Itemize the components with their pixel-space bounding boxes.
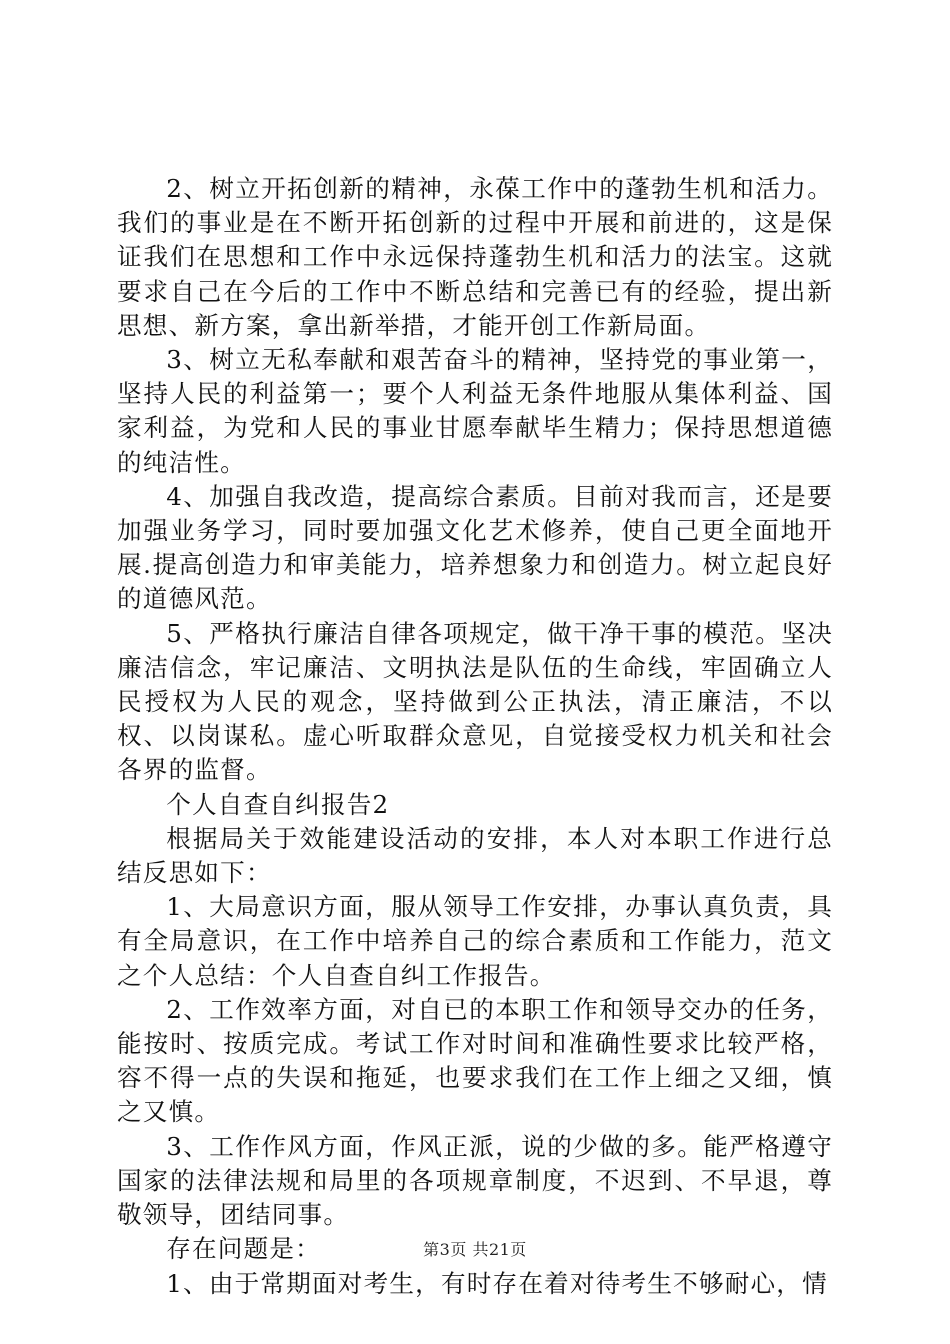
paragraph-self-improvement: 4、加强自我改造，提高综合素质。目前对我而言，还是要加强业务学习，同时要加强文化艺术修养，使自己更全面地开展.提高创造力和审美能力，培养想象力和创造力。树立起良好的道德风范。 — [117, 481, 833, 614]
document-body — [117, 172, 833, 1301]
paragraph-big-picture-awareness: 1、大局意识方面，服从领导工作安排，办事认真负责，具有全局意识，在工作中培养自己的综合素质和工作能力，范文之个人总结：个人自查自纠工作报告。 — [117, 892, 833, 990]
paragraph-problems-heading: 存在问题是： — [166, 1234, 321, 1264]
paragraph-selfless-dedication: 3、树立无私奉献和艰苦奋斗的精神，坚持党的事业第一，坚持人民的利益第一；要个人利益无条件地服从集体利益、国家利益，为党和人民的事业甘愿奉献毕生精力；保持思想道德的纯洁性。 — [117, 345, 833, 477]
paragraph-innovation-spirit: 2、树立开拓创新的精神，永葆工作中的蓬勃生机和活力。我们的事业是在不断开拓创新的过程中开展和前进的，这是保证我们在思想和工作中永远保持蓬勃生机和活力的法宝。这就要求自己在今后的工作中不断总结和完善已有的经验，提出新思想、新方案，拿出新举措，才能开创工作新局面。 — [117, 174, 833, 340]
section-heading-report-2: 个人自查自纠报告2 — [166, 789, 390, 819]
paragraph-work-style: 3、工作作风方面，作风正派，说的少做的多。能严格遵守国家的法律法规和局里的各项规章制度，不迟到、不早退，尊敬领导，团结同事。 — [117, 1131, 833, 1230]
page-number-footer: 第3页 共21页 — [423, 1240, 527, 1259]
paragraph-integrity-rules: 5、严格执行廉洁自律各项规定，做干净干事的模范。坚决廉洁信念，牢记廉洁、文明执法是队伍的生命线，牢固确立人民授权为人民的观念，坚持做到公正执法，清正廉洁，不以权、以岗谋私。虚心听取群众意见，自觉接受权力机关和社会各界的监督。 — [117, 618, 833, 785]
paragraph-report-intro: 根据局关于效能建设活动的安排，本人对本职工作进行总结反思如下： — [117, 823, 833, 888]
paragraph-work-efficiency: 2、工作效率方面，对自已的本职工作和领导交办的任务，能按时、按质完成。考试工作对时间和准确性要求比较严格，容不得一点的失误和拖延，也要求我们在工作上细之又细，慎之又慎。 — [117, 994, 833, 1127]
paragraph-problem-1: 1、由于常期面对考生，有时存在着对待考生不够耐心，情 — [166, 1268, 828, 1298]
